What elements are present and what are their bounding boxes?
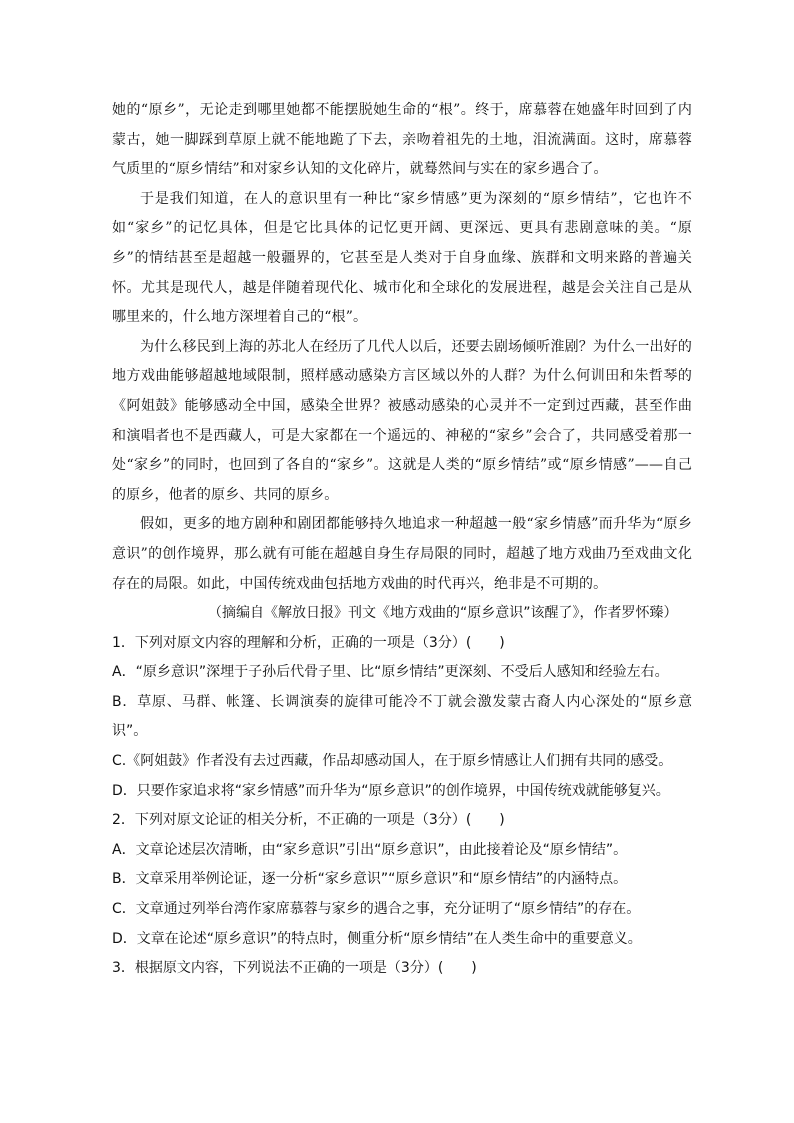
article-paragraph: 假如，更多的地方剧种和剧团都能够持久地追求一种超越一般“家乡情感”而升华为“原乡意识”的创作境界，那么就有可能在超越自身生存局限的同时，超越了地方戏曲乃至戏曲文化存在的局限。如此，中国传统戏曲包括地方戏曲的时代再兴，绝非是不可期的。	[112, 516, 692, 592]
question-stem: 1．下列对原文内容的理解和分析，正确的一项是（3分）( )	[112, 634, 505, 651]
option-a: A．“原乡意识”深埋于子孙后代骨子里、比“原乡情结”更深刻、不受后人感知和经验左右。	[112, 664, 669, 681]
article-paragraph-continued: 她的“原乡”，无论走到哪里她都不能摆脱她生命的“根”。终于，席慕蓉在她盛年时回到了内蒙古，她一脚踩到草原上就不能地跪了下去，亲吻着祖先的土地，泪流满面。这时，席慕蓉气质里的“原乡情结”和对家乡认知的文化碎片，就蓦然间与实在的家乡遇合了。	[112, 102, 692, 178]
exam-page	[112, 96, 692, 984]
article-paragraph: 为什么移民到上海的苏北人在经历了几代人以后，还要去剧场倾听淮剧？为什么一出好的地方戏曲能够超越地域限制，照样感动感染方言区域以外的人群？为什么何训田和朱哲琴的《阿姐鼓》能够感动全中国，感染全世界？被感动感染的心灵并不一定到过西藏，甚至作曲和演唱者也不是西藏人，可是大家都在一个遥远的、神秘的“家乡”会合了，共同感受着那一处“家乡”的同时，也回到了各自的“家乡”。这就是人类的“原乡情结”或“原乡情感”——自己的原乡，他者的原乡、共同的原乡。	[112, 338, 692, 503]
option-c: C.《阿姐鼓》作者没有去过西藏，作品却感动国人，在于原乡情感让人们拥有共同的感受。	[112, 753, 673, 770]
question-stem: 2．下列对原文论证的相关分析，不正确的一项是（3分）( )	[112, 812, 505, 829]
question-1	[112, 629, 692, 807]
article-paragraph: 于是我们知道，在人的意识里有一种比“家乡情感”更为深刻的“原乡情结”，它也许不如“家乡”的记忆具体，但是它比具体的记忆更开阔、更深远、更具有悲剧意味的美。“原乡”的情结甚至是超越一般疆界的，它甚至是人类对于自身血缘、族群和文明来路的普遍关怀。尤其是现代人，越是伴随着现代化、城市化和全球化的发展进程，越是会关注自己是从哪里来的，什么地方深埋着自己的“根”。	[112, 190, 692, 326]
option-a: A．文章论述层次清晰，由“家乡意识”引出“原乡意识”，由此接着论及“原乡情结”。	[112, 841, 628, 858]
option-b: B．文章采用举例论证，逐一分析“家乡意识”“原乡意识”和“原乡情结”的内涵特点。	[112, 871, 628, 888]
question-stem: 3．根据原文内容，下列说法不正确的一项是（3分）( )	[112, 960, 477, 977]
question-2	[112, 806, 692, 954]
option-b: B．草原、马群、帐篷、长调演奏的旋律可能冷不丁就会激发蒙古裔人内心深处的“原乡意识”。	[112, 693, 692, 740]
option-d: D．文章在论述“原乡意识”的特点时，侧重分析“原乡情结”在人类生命中的重要意义。	[112, 930, 642, 947]
option-c: C．文章通过列举台湾作家席慕蓉与家乡的遇合之事，充分证明了“原乡情结”的存在。	[112, 901, 641, 918]
article-source-citation: （摘编自《解放日报》刊文《地方戏曲的“原乡意识”该醒了》，作者罗怀臻）	[208, 605, 678, 622]
option-d: D．只要作家追求将“家乡情感”而升华为“原乡意识”的创作境界，中国传统戏就能够复兴。	[112, 782, 670, 799]
question-3	[112, 954, 692, 984]
